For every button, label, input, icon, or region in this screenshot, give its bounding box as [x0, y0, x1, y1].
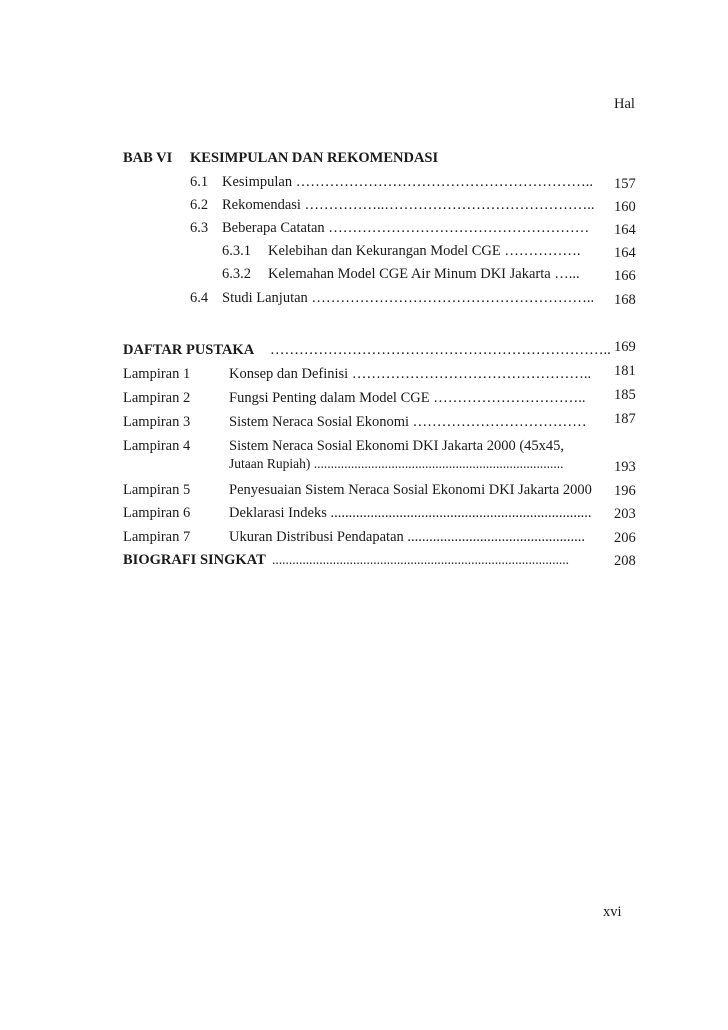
entry-number: 6.1 — [190, 174, 209, 190]
entry-page: 164 — [614, 222, 636, 238]
chapter-code: BAB VI — [123, 150, 173, 166]
entry-number: 6.2 — [190, 197, 209, 213]
lampiran-label: Lampiran 2 — [123, 390, 191, 406]
entry-title: Kelebihan dan Kekurangan Model CGE ……………. — [268, 243, 581, 259]
lampiran-title: Fungsi Penting dalam Model CGE ………………………….. — [229, 390, 586, 406]
lampiran-label: Lampiran 1 — [123, 366, 191, 382]
lampiran-title: Sistem Neraca Sosial Ekonomi ……………………………… — [229, 414, 587, 430]
entry-number: 6.4 — [190, 290, 209, 306]
lampiran-title: Konsep dan Definisi ………………………………………….. — [229, 366, 592, 382]
lampiran-title: Deklarasi Indeks ........................................................................ — [229, 505, 592, 521]
lampiran-title-continued: Jutaan Rupiah) .......................................................................... — [229, 456, 564, 471]
entry-number: 6.3.2 — [222, 266, 251, 282]
entry-title: Kelemahan Model CGE Air Minum DKI Jakarta …... — [268, 266, 580, 282]
entry-number: 6.3 — [190, 220, 209, 236]
lampiran-page: 181 — [614, 363, 636, 379]
entry-title: Kesimpulan …………………………………………………….. — [222, 174, 593, 190]
biografi-dots: ........................................................................................ — [272, 552, 569, 567]
lampiran-label: Lampiran 7 — [123, 529, 191, 545]
entry-page: 166 — [614, 268, 636, 284]
lampiran-label: Lampiran 5 — [123, 482, 191, 498]
daftar-pustaka-page: 169 — [614, 339, 636, 355]
lampiran-label: Lampiran 3 — [123, 414, 191, 430]
page-label-hal: Hal — [614, 96, 635, 112]
lampiran-label: Lampiran 4 — [123, 438, 191, 454]
lampiran-page: 203 — [614, 506, 636, 522]
daftar-pustaka-label: DAFTAR PUSTAKA — [123, 342, 255, 358]
lampiran-page: 206 — [614, 530, 636, 546]
chapter-title: KESIMPULAN DAN REKOMENDASI — [190, 150, 439, 166]
lampiran-page: 187 — [614, 411, 636, 427]
page-number: xvi — [603, 904, 622, 920]
entry-title: Rekomendasi ……………..…………………………………….. — [222, 197, 595, 213]
entry-number: 6.3.1 — [222, 243, 251, 259]
lampiran-page: 193 — [614, 459, 636, 475]
entry-page: 168 — [614, 292, 636, 308]
entry-page: 164 — [614, 245, 636, 261]
entry-page: 160 — [614, 199, 636, 215]
lampiran-page: 185 — [614, 387, 636, 403]
lampiran-title: Ukuran Distribusi Pendapatan ................................................. — [229, 529, 586, 545]
lampiran-page: 196 — [614, 483, 636, 499]
daftar-pustaka-dots: …………………………………………………………….. — [270, 342, 611, 358]
lampiran-label: Lampiran 6 — [123, 505, 191, 521]
biografi-label: BIOGRAFI SINGKAT — [123, 552, 266, 568]
biografi-page: 208 — [614, 553, 636, 569]
entry-page: 157 — [614, 176, 636, 192]
lampiran-title: Penyesuaian Sistem Neraca Sosial Ekonomi DKI Jakarta 2000 — [229, 482, 592, 498]
entry-title: Beberapa Catatan ……………………………………………… — [222, 220, 590, 236]
lampiran-title: Sistem Neraca Sosial Ekonomi DKI Jakarta 2000 (45x45, — [229, 438, 565, 454]
entry-title: Studi Lanjutan ………………………………………………….. — [222, 290, 595, 306]
